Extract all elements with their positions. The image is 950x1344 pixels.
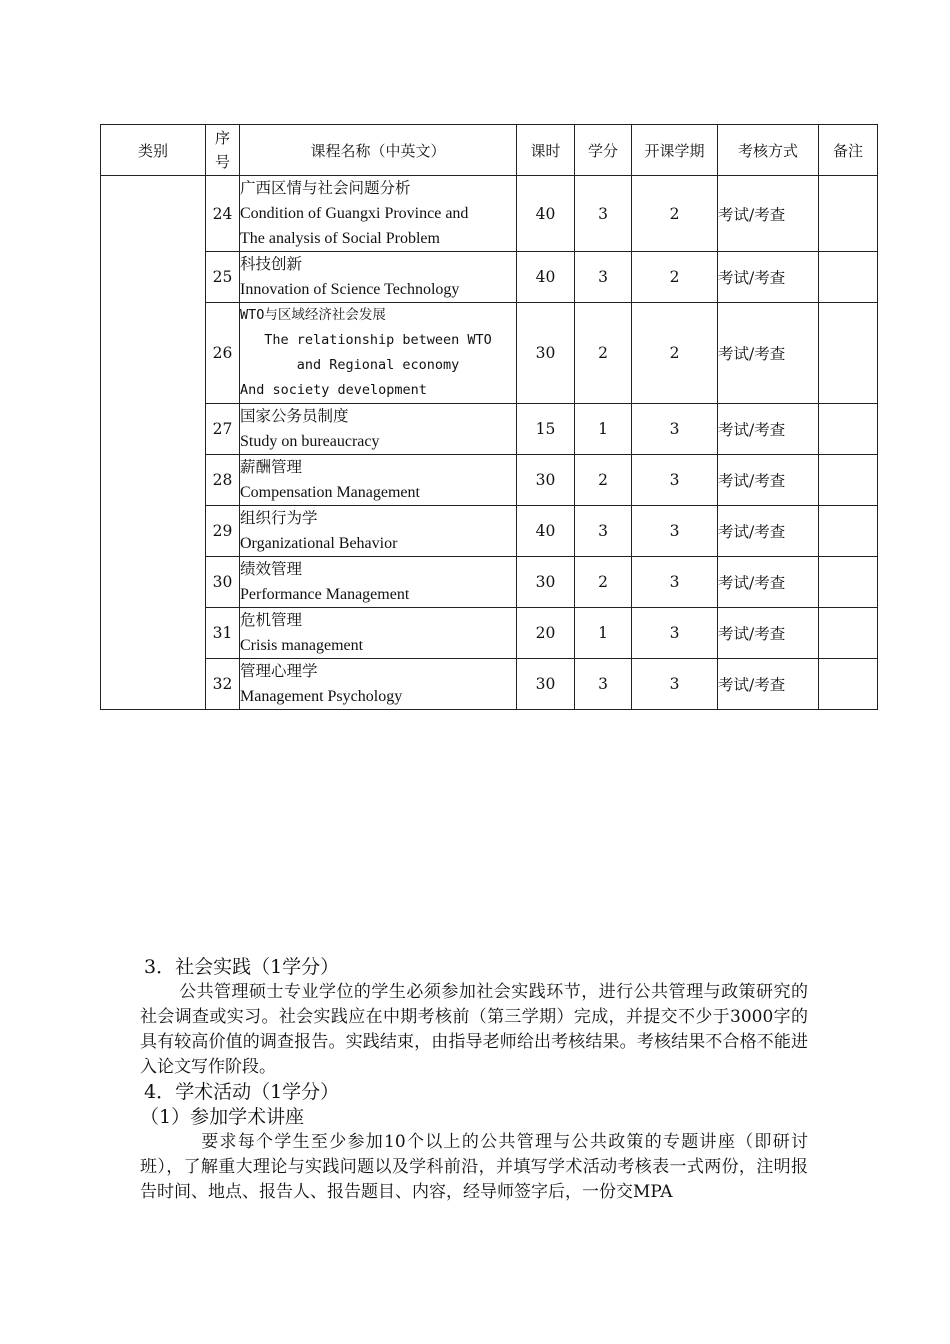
header-credits: 学分 [575,125,632,176]
header-course-name: 课程名称（中英文） [240,125,517,176]
hours-cell: 30 [517,303,575,404]
course-name-cn: 绩效管理 [240,560,303,578]
header-hours: 课时 [517,125,575,176]
header-seq-line1: 序 [214,129,230,147]
notes-cell [819,557,878,608]
course-name-en: And society development [240,382,427,398]
credits-cell: 3 [575,506,632,557]
notes-cell [819,659,878,710]
course-name-cn: 薪酬管理 [240,458,303,476]
assessment-cell: 考试/考查 [718,176,819,252]
assessment-cell: 考试/考查 [718,303,819,404]
table-header-row [101,125,878,176]
row-number: 24 [206,176,240,252]
assessment-cell: 考试/考查 [718,252,819,303]
course-name-en: The relationship between WTO [264,332,492,348]
course-name-cn: 组织行为学 [240,509,318,527]
hours-cell: 30 [517,557,575,608]
course-name-en: Compensation Management [240,484,420,501]
course-name-en: Management Psychology [240,688,403,705]
semester-cell: 3 [632,608,718,659]
hours-cell: 40 [517,176,575,252]
course-name-en: and Regional economy [296,357,460,373]
semester-cell: 2 [632,252,718,303]
row-number: 29 [206,506,240,557]
section-3-paragraph: 公共管理硕士专业学位的学生必须参加社会实践环节，进行公共管理与政策研究的社会调查或实习。社会实践应在中期考核前（第三学期）完成，并提交不少于3000字的具有较高价值的调查报告。实践结束，由指导老师给出考核结果。考核结果不合格不能进入论文写作阶段。 [140,982,808,1077]
row-number: 32 [206,659,240,710]
course-name-cell [240,252,517,303]
header-seq [206,125,240,176]
notes-cell [819,455,878,506]
credits-cell: 3 [575,252,632,303]
credits-cell: 2 [575,455,632,506]
header-assessment: 考核方式 [718,125,819,176]
header-notes: 备注 [819,125,878,176]
assessment-cell: 考试/考查 [718,404,819,455]
table-row [101,455,878,506]
course-name-cell [240,404,517,455]
row-number: 28 [206,455,240,506]
table-row [101,303,878,404]
semester-cell: 3 [632,659,718,710]
row-number: 30 [206,557,240,608]
course-name-cell [240,608,517,659]
section-4-subheading: （1）参加学术讲座 [140,1106,305,1128]
assessment-cell: 考试/考查 [718,659,819,710]
assessment-cell: 考试/考查 [718,557,819,608]
table-row [101,659,878,710]
course-name-cell [240,176,517,252]
credits-cell: 3 [575,176,632,252]
course-name-cn: 管理心理学 [240,662,318,680]
section-4-heading: 4．学术活动（1学分） [144,1081,340,1103]
course-name-cell [240,303,517,404]
table-row [101,608,878,659]
course-name-en: Crisis management [240,637,364,654]
notes-cell [819,608,878,659]
course-name-cn: 危机管理 [240,611,303,629]
course-name-cell [240,455,517,506]
semester-cell: 3 [632,404,718,455]
course-table [100,124,878,710]
notes-cell [819,404,878,455]
credits-cell: 2 [575,303,632,404]
table-row [101,557,878,608]
assessment-cell: 考试/考查 [718,608,819,659]
assessment-cell: 考试/考查 [718,455,819,506]
section-3-heading: 3．社会实践（1学分） [144,956,340,978]
category-cell [101,176,206,710]
course-name-cn: 广西区情与社会问题分析 [240,179,411,197]
header-category: 类别 [101,125,206,176]
course-name-cn: 科技创新 [240,255,303,273]
course-name-en: The analysis of Social Problem [240,230,440,247]
header-seq-line2: 号 [214,153,230,171]
hours-cell: 15 [517,404,575,455]
table-row [101,252,878,303]
course-name-en: Innovation of Science Technology [240,281,460,298]
credits-cell: 3 [575,659,632,710]
course-name-en: Performance Management [240,586,410,603]
semester-cell: 3 [632,506,718,557]
credits-cell: 2 [575,557,632,608]
row-number: 26 [206,303,240,404]
course-name-cn: 国家公务员制度 [240,407,349,425]
semester-cell: 3 [632,455,718,506]
row-number: 25 [206,252,240,303]
course-name-en: Organizational Behavior [240,535,398,552]
credits-cell: 1 [575,404,632,455]
hours-cell: 30 [517,455,575,506]
course-name-en: Condition of Guangxi Province and [240,205,469,222]
semester-cell: 3 [632,557,718,608]
hours-cell: 40 [517,252,575,303]
course-name-cn: WTO与区域经济社会发展 [240,307,386,323]
hours-cell: 20 [517,608,575,659]
table-row [101,404,878,455]
course-name-en: Study on bureaucracy [240,433,380,450]
course-name-cell [240,506,517,557]
row-number: 27 [206,404,240,455]
semester-cell: 2 [632,303,718,404]
notes-cell [819,176,878,252]
body-text [140,955,808,1205]
notes-cell [819,303,878,404]
notes-cell [819,252,878,303]
assessment-cell: 考试/考查 [718,506,819,557]
table-row [101,506,878,557]
notes-cell [819,506,878,557]
hours-cell: 30 [517,659,575,710]
row-number: 31 [206,608,240,659]
hours-cell: 40 [517,506,575,557]
course-name-cell [240,557,517,608]
credits-cell: 1 [575,608,632,659]
section-4-paragraph: 要求每个学生至少参加10个以上的公共管理与公共政策的专题讲座（即研讨班），了解重大理论与实践问题以及学科前沿，并填写学术活动考核表一式两份，注明报告时间、地点、报告人、报告题目、内容，经导师签字后，一份交MPA [140,1132,808,1202]
header-semester: 开课学期 [632,125,718,176]
course-name-cell [240,659,517,710]
semester-cell: 2 [632,176,718,252]
table-row [101,176,878,252]
